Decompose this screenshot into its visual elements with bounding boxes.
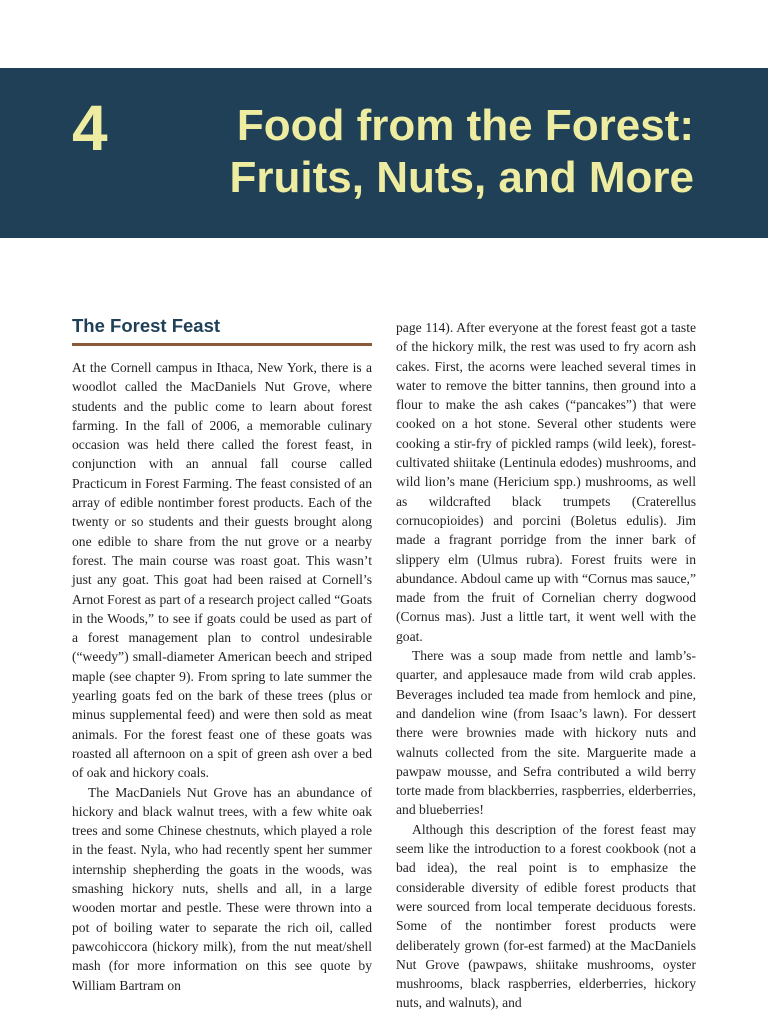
chapter-title [134,100,694,204]
left-column [72,358,372,995]
body-paragraph: At the Cornell campus in Ithaca, New York, there is a woodlot called the MacDaniels Nut Grove, where students and the public come to learn about forest farming. In the fall of 2006, a memorable culinary occasion was held there called the forest feast, in conjunction with an annual fall course called Practicum in Forest Farming. The feast consisted of an array of edible nontimber forest products. Each of the twenty or so students and their guests brought along one edible to share from the nut grove or a nearby forest. The main course was roast goat. This wasn’t just any goat. This goat had been raised at Cornell’s Arnot Forest as part of a research project called “Goats in the Woods,” to see if goats could be used as part of a forest management plan to control undesirable (“weedy”) small-diameter American beech and striped maple (see chapter 9). From spring to late summer the yearling goats fed on the bark of these trees (plus or minus supplemental feed) and were then sold as meat animals. For the forest feast one of these goats was roasted all afternoon on a spit of green ash over a bed of oak and hickory coals. [72,360,372,781]
chapter-title-line-2: Fruits, Nuts, and More [229,153,694,202]
section-heading: The Forest Feast [72,315,221,336]
chapter-number: 4 [72,92,108,164]
chapter-title-line-1: Food from the Forest: [236,101,694,150]
section-heading-rule [72,343,372,346]
body-paragraph: Although this description of the forest feast may seem like the introduction to a forest cookbook (not a bad idea), the real point is to emphasize the considerable diversity of edible forest products that were sourced from local temperate deciduous forests. Some of the nontimber forest products were deliberately grown (for-est farmed) at the MacDaniels Nut Grove (pawpaws, shiitake mushrooms, oyster mushrooms, black raspberries, elderberries, hickory nuts, and walnuts), and [396,821,696,1011]
body-paragraph: There was a soup made from nettle and lamb’s-quarter, and applesauce made from wild crab apples. Beverages included tea made from hemlock and pine, and dandelion wine (from Isaac’s lawn). For dessert there were brownies made with hickory nuts and walnuts collected from the site. Marguerite made a pawpaw mousse, and Sefra contributed a wild berry torte made from blackberries, raspberries, elderberries, and blueberries! [396,648,696,818]
body-paragraph: page 114). After everyone at the forest feast got a taste of the hickory milk, the rest was used to fry acorn ash cakes. First, the acorns were leached several times in water to remove the bitter tannins, then ground into a flour to make the ash cakes (“pancakes”) that were cooked on a hot stone. Several other students were cooking a stir-fry of pickled ramps (wild leek), forest-cultivated shiitake (Lentinula edodes) mushrooms, and wild lion’s mane (Hericium spp.) mushrooms, as well as wildcrafted black trumpets (Craterellus cornucopioides) and porcini (Boletus edulis). Jim made a fragrant porridge from the inner bark of slippery elm (Ulmus rubra). Forest fruits were in abundance. Abdoul came up with “Cornus mas sauce,” made from the fruit of Cornelian cherry dogwood (Cornus mas). Just a little tart, it went well with the goat. [396,320,696,644]
right-column [396,318,696,1013]
body-paragraph: The MacDaniels Nut Grove has an abundance of hickory and black walnut trees, with a few white oak trees and some Chinese chestnuts, which played a role in the feast. Nyla, who had recently spent her summer internship shepherding the goats in the woods, was smashing hickory nuts, shells and all, in a large wooden mortar and pestle. These were thrown into a pot of boiling water to separate the rich oil, called pawcohiccora (hickory milk), from the nut meat/shell mash (for more information on this see quote by William Bartram on [72,784,372,993]
